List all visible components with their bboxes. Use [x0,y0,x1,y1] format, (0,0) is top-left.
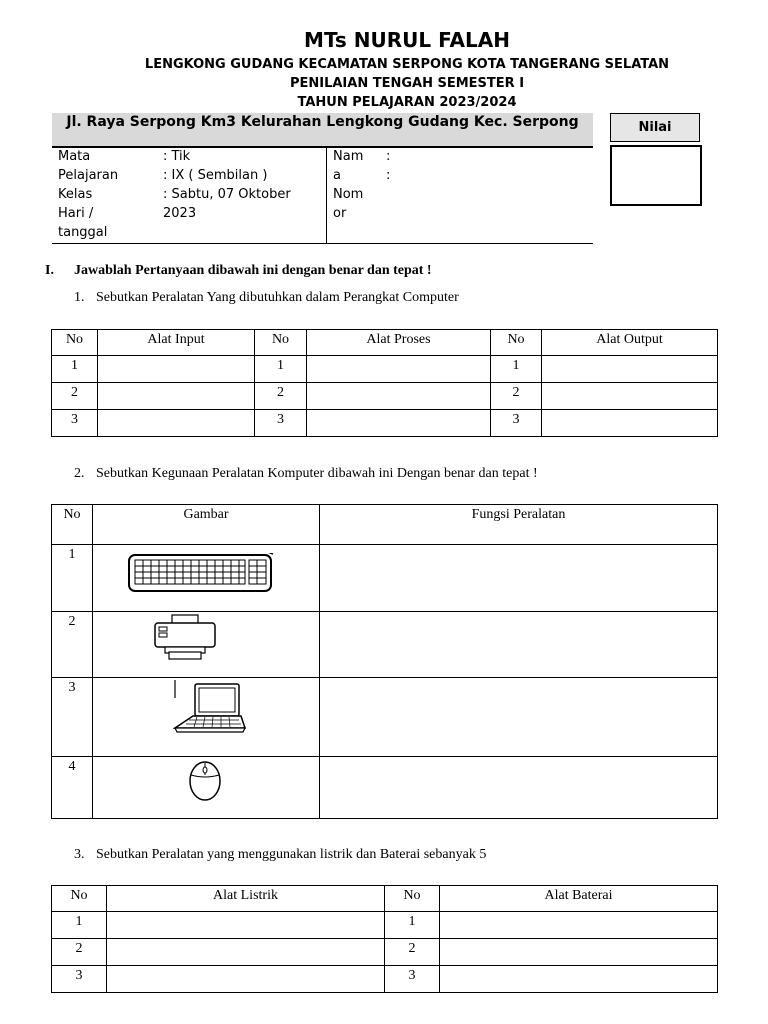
label-nomor-2: or [333,206,347,221]
col-process: Alat Proses [307,330,491,356]
mouse-icon [185,757,225,803]
question-2-text: Sebutkan Kegunaan Peralatan Komputer dibawah ini Dengan benar dan tepat ! [96,466,538,481]
row-number: 3 [491,410,542,437]
row-number: 1 [255,356,307,383]
answer-cell[interactable] [107,939,385,966]
question-3-number: 3. [74,847,85,862]
answer-table-1 [51,329,718,437]
label-nama-1: Nam [333,149,364,164]
answer-cell[interactable] [98,410,255,437]
table-row [52,383,718,410]
section-numeral: I. [45,263,54,278]
col-no: No [52,330,98,356]
answer-cell[interactable] [320,612,718,678]
row-number: 1 [385,912,440,939]
col-output: Alat Output [542,330,718,356]
school-name: MTs NURUL FALAH [304,28,510,52]
table-row [52,356,718,383]
row-number: 2 [255,383,307,410]
label-mata: Mata [58,149,91,164]
laptop-icon [167,678,247,740]
col-no: No [491,330,542,356]
info-divider [326,146,327,243]
table-row [52,545,718,612]
table-row [52,966,718,993]
question-2-number: 2. [74,466,85,481]
label-tanggal: tanggal [58,225,108,240]
info-labels [58,147,118,242]
question-1-text: Sebutkan Peralatan Yang dibutuhkan dalam Perangkat Computer [96,290,459,305]
table-row [52,410,718,437]
question-3-text: Sebutkan Peralatan yang menggunakan listrik dan Baterai sebanyak 5 [96,847,487,862]
row-number: 1 [52,356,98,383]
answer-cell[interactable] [542,383,718,410]
answer-cell[interactable] [107,966,385,993]
label-kelas: Kelas [58,187,93,202]
academic-year: TAHUN PELAJARAN 2023/2024 [297,95,517,110]
label-nama-2: a [333,168,341,183]
picture-cell [93,545,320,612]
row-number: 2 [385,939,440,966]
keyboard-icon [127,553,287,597]
question-1-number: 1. [74,290,85,305]
answer-table-2 [51,504,718,819]
nilai-label: Nilai [610,113,700,142]
table-row [52,912,718,939]
col-input: Alat Input [98,330,255,356]
table-row [52,678,718,757]
row-number: 3 [52,678,93,757]
student-colons [386,147,390,185]
value-class: : IX ( Sembilan ) [163,168,268,183]
answer-cell[interactable] [307,410,491,437]
col-no: No [52,886,107,912]
printer-icon [151,612,221,662]
school-address: Jl. Raya Serpong Km3 Kelurahan Lengkong Gudang Kec. Serpong [66,114,579,130]
row-number: 3 [255,410,307,437]
value-date: : Sabtu, 07 Oktober [163,187,291,202]
section-title: Jawablah Pertanyaan dibawah ini dengan benar dan tepat ! [74,263,432,278]
colon-nomor: : [386,168,391,183]
label-nomor-1: Nom [333,187,364,202]
row-number: 3 [385,966,440,993]
school-location: LENGKONG GUDANG KECAMATAN SERPONG KOTA TANGERANG SELATAN [144,57,670,72]
label-hari: Hari / [58,206,94,221]
picture-cell [93,757,320,819]
value-year: 2023 [163,206,197,221]
row-number: 2 [52,939,107,966]
col-function: Fungsi Peralatan [320,505,718,545]
answer-cell[interactable] [542,410,718,437]
info-values [163,147,291,223]
info-bottom-rule [52,243,593,244]
picture-cell [93,678,320,757]
row-number: 1 [52,912,107,939]
row-number: 2 [491,383,542,410]
row-number: 4 [52,757,93,819]
answer-cell[interactable] [320,757,718,819]
answer-cell[interactable] [440,939,718,966]
col-electric: Alat Listrik [107,886,385,912]
answer-cell[interactable] [107,912,385,939]
answer-cell[interactable] [440,912,718,939]
row-number: 2 [52,612,93,678]
colon-nama: : [386,149,391,164]
address-bar [52,113,593,148]
col-battery: Alat Baterai [440,886,718,912]
answer-cell[interactable] [320,678,718,757]
answer-cell[interactable] [98,356,255,383]
answer-cell[interactable] [98,383,255,410]
table-row [52,612,718,678]
col-no: No [385,886,440,912]
table-row [52,939,718,966]
picture-cell [93,612,320,678]
col-no: No [255,330,307,356]
value-subject: : Tik [163,149,191,164]
answer-cell[interactable] [307,356,491,383]
student-fields [333,147,363,223]
score-box[interactable] [610,145,702,206]
exam-title: PENILAIAN TENGAH SEMESTER I [289,76,525,91]
row-number: 3 [52,966,107,993]
row-number: 1 [491,356,542,383]
answer-cell[interactable] [542,356,718,383]
col-no: No [52,505,93,545]
row-number: 2 [52,383,98,410]
answer-cell[interactable] [440,966,718,993]
table-row [52,757,718,819]
col-picture: Gambar [93,505,320,545]
label-pelajaran: Pelajaran [58,168,119,183]
answer-table-3 [51,885,718,993]
answer-cell[interactable] [307,383,491,410]
answer-cell[interactable] [320,545,718,612]
row-number: 1 [52,545,93,612]
row-number: 3 [52,410,98,437]
